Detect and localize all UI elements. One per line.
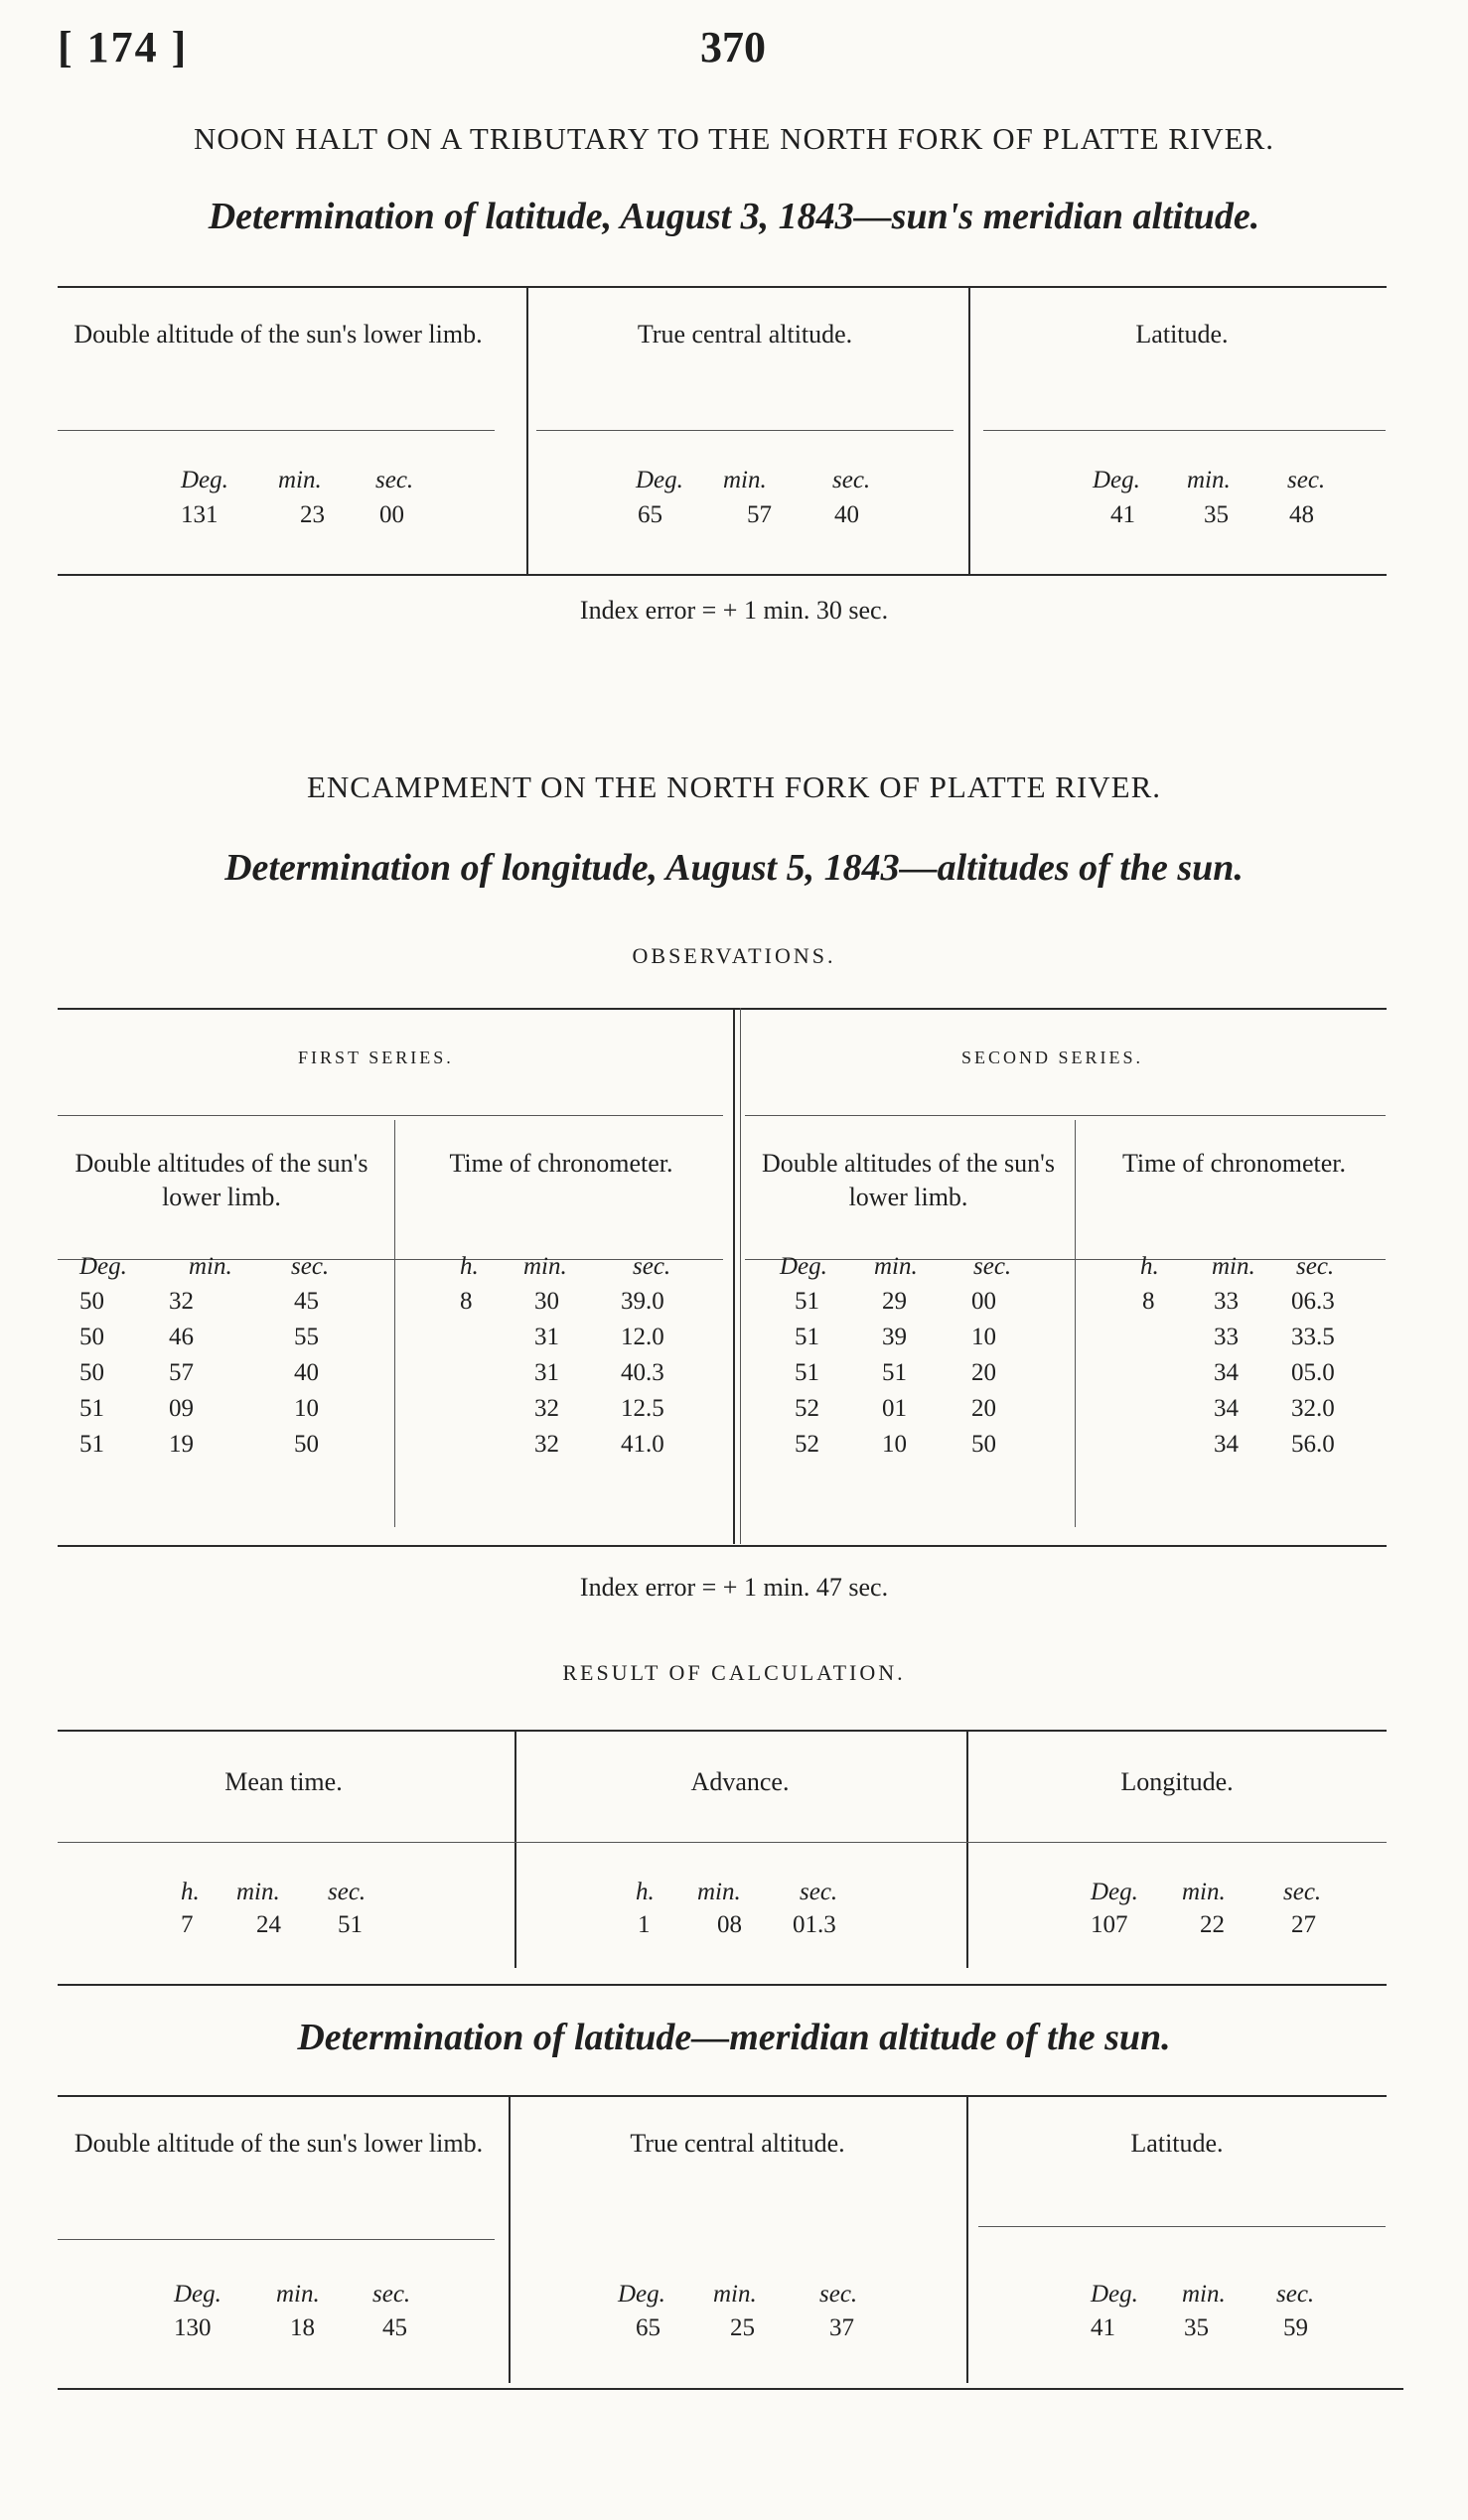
- value: 50: [971, 1431, 996, 1458]
- unit-label: min.: [1187, 467, 1231, 493]
- unit-label: sec.: [1283, 1879, 1322, 1905]
- unit-label: Deg.: [1093, 467, 1140, 493]
- value: 32: [534, 1395, 559, 1422]
- unit-label: sec.: [1276, 2281, 1315, 2308]
- result-label: RESULT OF CALCULATION.: [562, 1660, 906, 1685]
- value: 45: [294, 1288, 319, 1315]
- value: 57: [747, 501, 772, 528]
- unit-label: h.: [460, 1253, 479, 1280]
- value: 65: [638, 501, 662, 528]
- value: 29: [882, 1288, 907, 1315]
- unit-label: sec.: [372, 2281, 411, 2308]
- value: 56.0: [1291, 1431, 1335, 1458]
- value: 40: [294, 1359, 319, 1386]
- unit-label: min.: [697, 1879, 741, 1905]
- value: 40.3: [621, 1359, 664, 1386]
- column-header: Latitude.: [1130, 2129, 1224, 2158]
- column-header: Double altitudes of the sun's lower limb.: [762, 1149, 1055, 1211]
- value: 00: [971, 1288, 996, 1315]
- value: 10: [294, 1395, 319, 1422]
- bracket-page-number: [ 174 ]: [58, 23, 189, 71]
- value: 50: [79, 1359, 104, 1386]
- unit-label: min.: [1182, 1879, 1226, 1905]
- unit-label: min.: [189, 1253, 232, 1280]
- unit-label: min.: [713, 2281, 757, 2308]
- column-header: True central altitude.: [630, 2129, 845, 2158]
- value: 48: [1289, 501, 1314, 528]
- value: 32.0: [1291, 1395, 1335, 1422]
- value: 35: [1184, 2314, 1209, 2341]
- value: 32: [534, 1431, 559, 1458]
- unit-label: min.: [523, 1253, 567, 1280]
- unit-label: min.: [236, 1879, 280, 1905]
- value: 09: [169, 1395, 194, 1422]
- value: 41: [1110, 501, 1135, 528]
- value: 41: [1091, 2314, 1115, 2341]
- value: 50: [79, 1324, 104, 1350]
- value: 46: [169, 1324, 194, 1350]
- value: 05.0: [1291, 1359, 1335, 1386]
- unit-label: Deg.: [181, 467, 228, 493]
- unit-label: sec.: [1296, 1253, 1335, 1280]
- column-header: Longitude.: [1120, 1767, 1234, 1796]
- value: 33: [1214, 1324, 1239, 1350]
- unit-label: h.: [636, 1879, 655, 1905]
- column-header: Advance.: [690, 1767, 790, 1796]
- column-header: Time of chronometer.: [1121, 1149, 1347, 1178]
- value: 45: [382, 2314, 407, 2341]
- value: 8: [460, 1288, 473, 1315]
- unit-label: min.: [874, 1253, 918, 1280]
- value: 34: [1214, 1395, 1239, 1422]
- value: 31: [534, 1359, 559, 1386]
- value: 51: [338, 1911, 363, 1938]
- value: 01.3: [793, 1911, 836, 1938]
- unit-label: sec.: [1287, 467, 1326, 493]
- unit-label: min.: [276, 2281, 320, 2308]
- unit-label: Deg.: [1091, 1879, 1138, 1905]
- section1-title: Determination of latitude, August 3, 1843—sun's meridian altitude.: [208, 196, 1260, 237]
- unit-label: sec.: [800, 1879, 838, 1905]
- value: 39.0: [621, 1288, 664, 1315]
- value: 8: [1142, 1288, 1155, 1315]
- value: 08: [717, 1911, 742, 1938]
- value: 39: [882, 1324, 907, 1350]
- unit-label: sec.: [375, 467, 414, 493]
- value: 10: [882, 1431, 907, 1458]
- unit-label: sec.: [328, 1879, 367, 1905]
- value: 35: [1204, 501, 1229, 528]
- value: 24: [256, 1911, 281, 1938]
- column-header: Mean time.: [224, 1767, 343, 1796]
- value: 51: [795, 1359, 819, 1386]
- value: 20: [971, 1395, 996, 1422]
- value: 31: [534, 1324, 559, 1350]
- unit-label: min.: [1182, 2281, 1226, 2308]
- index-error: Index error = + 1 min. 30 sec.: [579, 596, 889, 625]
- unit-label: h.: [181, 1879, 200, 1905]
- value: 12.5: [621, 1395, 664, 1422]
- value: 25: [730, 2314, 755, 2341]
- first-series-label: FIRST SERIES.: [298, 1048, 454, 1067]
- value: 131: [181, 501, 219, 528]
- value: 41.0: [621, 1431, 664, 1458]
- unit-label: h.: [1140, 1253, 1159, 1280]
- unit-label: Deg.: [636, 467, 683, 493]
- unit-label: Deg.: [618, 2281, 665, 2308]
- value: 51: [79, 1431, 104, 1458]
- value: 34: [1214, 1431, 1239, 1458]
- index-error-2: Index error = + 1 min. 47 sec.: [579, 1573, 889, 1602]
- value: 23: [300, 501, 325, 528]
- value: 40: [834, 501, 859, 528]
- value: 51: [795, 1288, 819, 1315]
- value: 51: [882, 1359, 907, 1386]
- section4-title: Determination of latitude—meridian altitude of the sun.: [297, 2017, 1171, 2058]
- value: 27: [1291, 1911, 1316, 1938]
- value: 00: [379, 501, 404, 528]
- unit-label: Deg.: [1091, 2281, 1138, 2308]
- value: 107: [1091, 1911, 1128, 1938]
- page-number: 370: [700, 23, 766, 71]
- section2-title: Determination of longitude, August 5, 1843—altitudes of the sun.: [224, 847, 1244, 889]
- value: 1: [638, 1911, 651, 1938]
- value: 59: [1283, 2314, 1308, 2341]
- unit-label: sec.: [291, 1253, 330, 1280]
- unit-label: sec.: [973, 1253, 1012, 1280]
- value: 20: [971, 1359, 996, 1386]
- column-header: Double altitude of the sun's lower limb.: [73, 2129, 484, 2158]
- unit-label: min.: [723, 467, 767, 493]
- unit-label: sec.: [832, 467, 871, 493]
- value: 33.5: [1291, 1324, 1335, 1350]
- value: 130: [174, 2314, 212, 2341]
- column-header: Double altitudes of the sun's lower limb.: [74, 1149, 368, 1211]
- value: 32: [169, 1288, 194, 1315]
- value: 51: [79, 1395, 104, 1422]
- unit-label: sec.: [819, 2281, 858, 2308]
- second-series-label: SECOND SERIES.: [961, 1048, 1144, 1067]
- value: 57: [169, 1359, 194, 1386]
- value: 51: [795, 1324, 819, 1350]
- unit-label: min.: [1212, 1253, 1255, 1280]
- observations-label: OBSERVATIONS.: [632, 943, 836, 968]
- value: 52: [795, 1431, 819, 1458]
- value: 52: [795, 1395, 819, 1422]
- value: 7: [181, 1911, 194, 1938]
- value: 06.3: [1291, 1288, 1335, 1315]
- unit-label: Deg.: [780, 1253, 827, 1280]
- unit-label: Deg.: [79, 1253, 127, 1280]
- value: 01: [882, 1395, 907, 1422]
- value: 34: [1214, 1359, 1239, 1386]
- section2-heading: ENCAMPMENT ON THE NORTH FORK OF PLATTE RIVER.: [306, 770, 1162, 804]
- value: 12.0: [621, 1324, 664, 1350]
- value: 65: [636, 2314, 661, 2341]
- value: 30: [534, 1288, 559, 1315]
- column-header: True central altitude.: [637, 320, 853, 349]
- unit-label: min.: [278, 467, 322, 493]
- unit-label: sec.: [633, 1253, 671, 1280]
- value: 55: [294, 1324, 319, 1350]
- value: 22: [1200, 1911, 1225, 1938]
- value: 10: [971, 1324, 996, 1350]
- unit-label: Deg.: [174, 2281, 221, 2308]
- section1-heading: NOON HALT ON A TRIBUTARY TO THE NORTH FORK OF PLATTE RIVER.: [193, 121, 1275, 156]
- column-header: Double altitude of the sun's lower limb.: [73, 320, 483, 349]
- value: 50: [79, 1288, 104, 1315]
- column-header: Latitude.: [1135, 320, 1229, 349]
- value: 33: [1214, 1288, 1239, 1315]
- value: 19: [169, 1431, 194, 1458]
- value: 18: [290, 2314, 315, 2341]
- column-header: Time of chronometer.: [449, 1149, 673, 1178]
- value: 37: [829, 2314, 854, 2341]
- value: 50: [294, 1431, 319, 1458]
